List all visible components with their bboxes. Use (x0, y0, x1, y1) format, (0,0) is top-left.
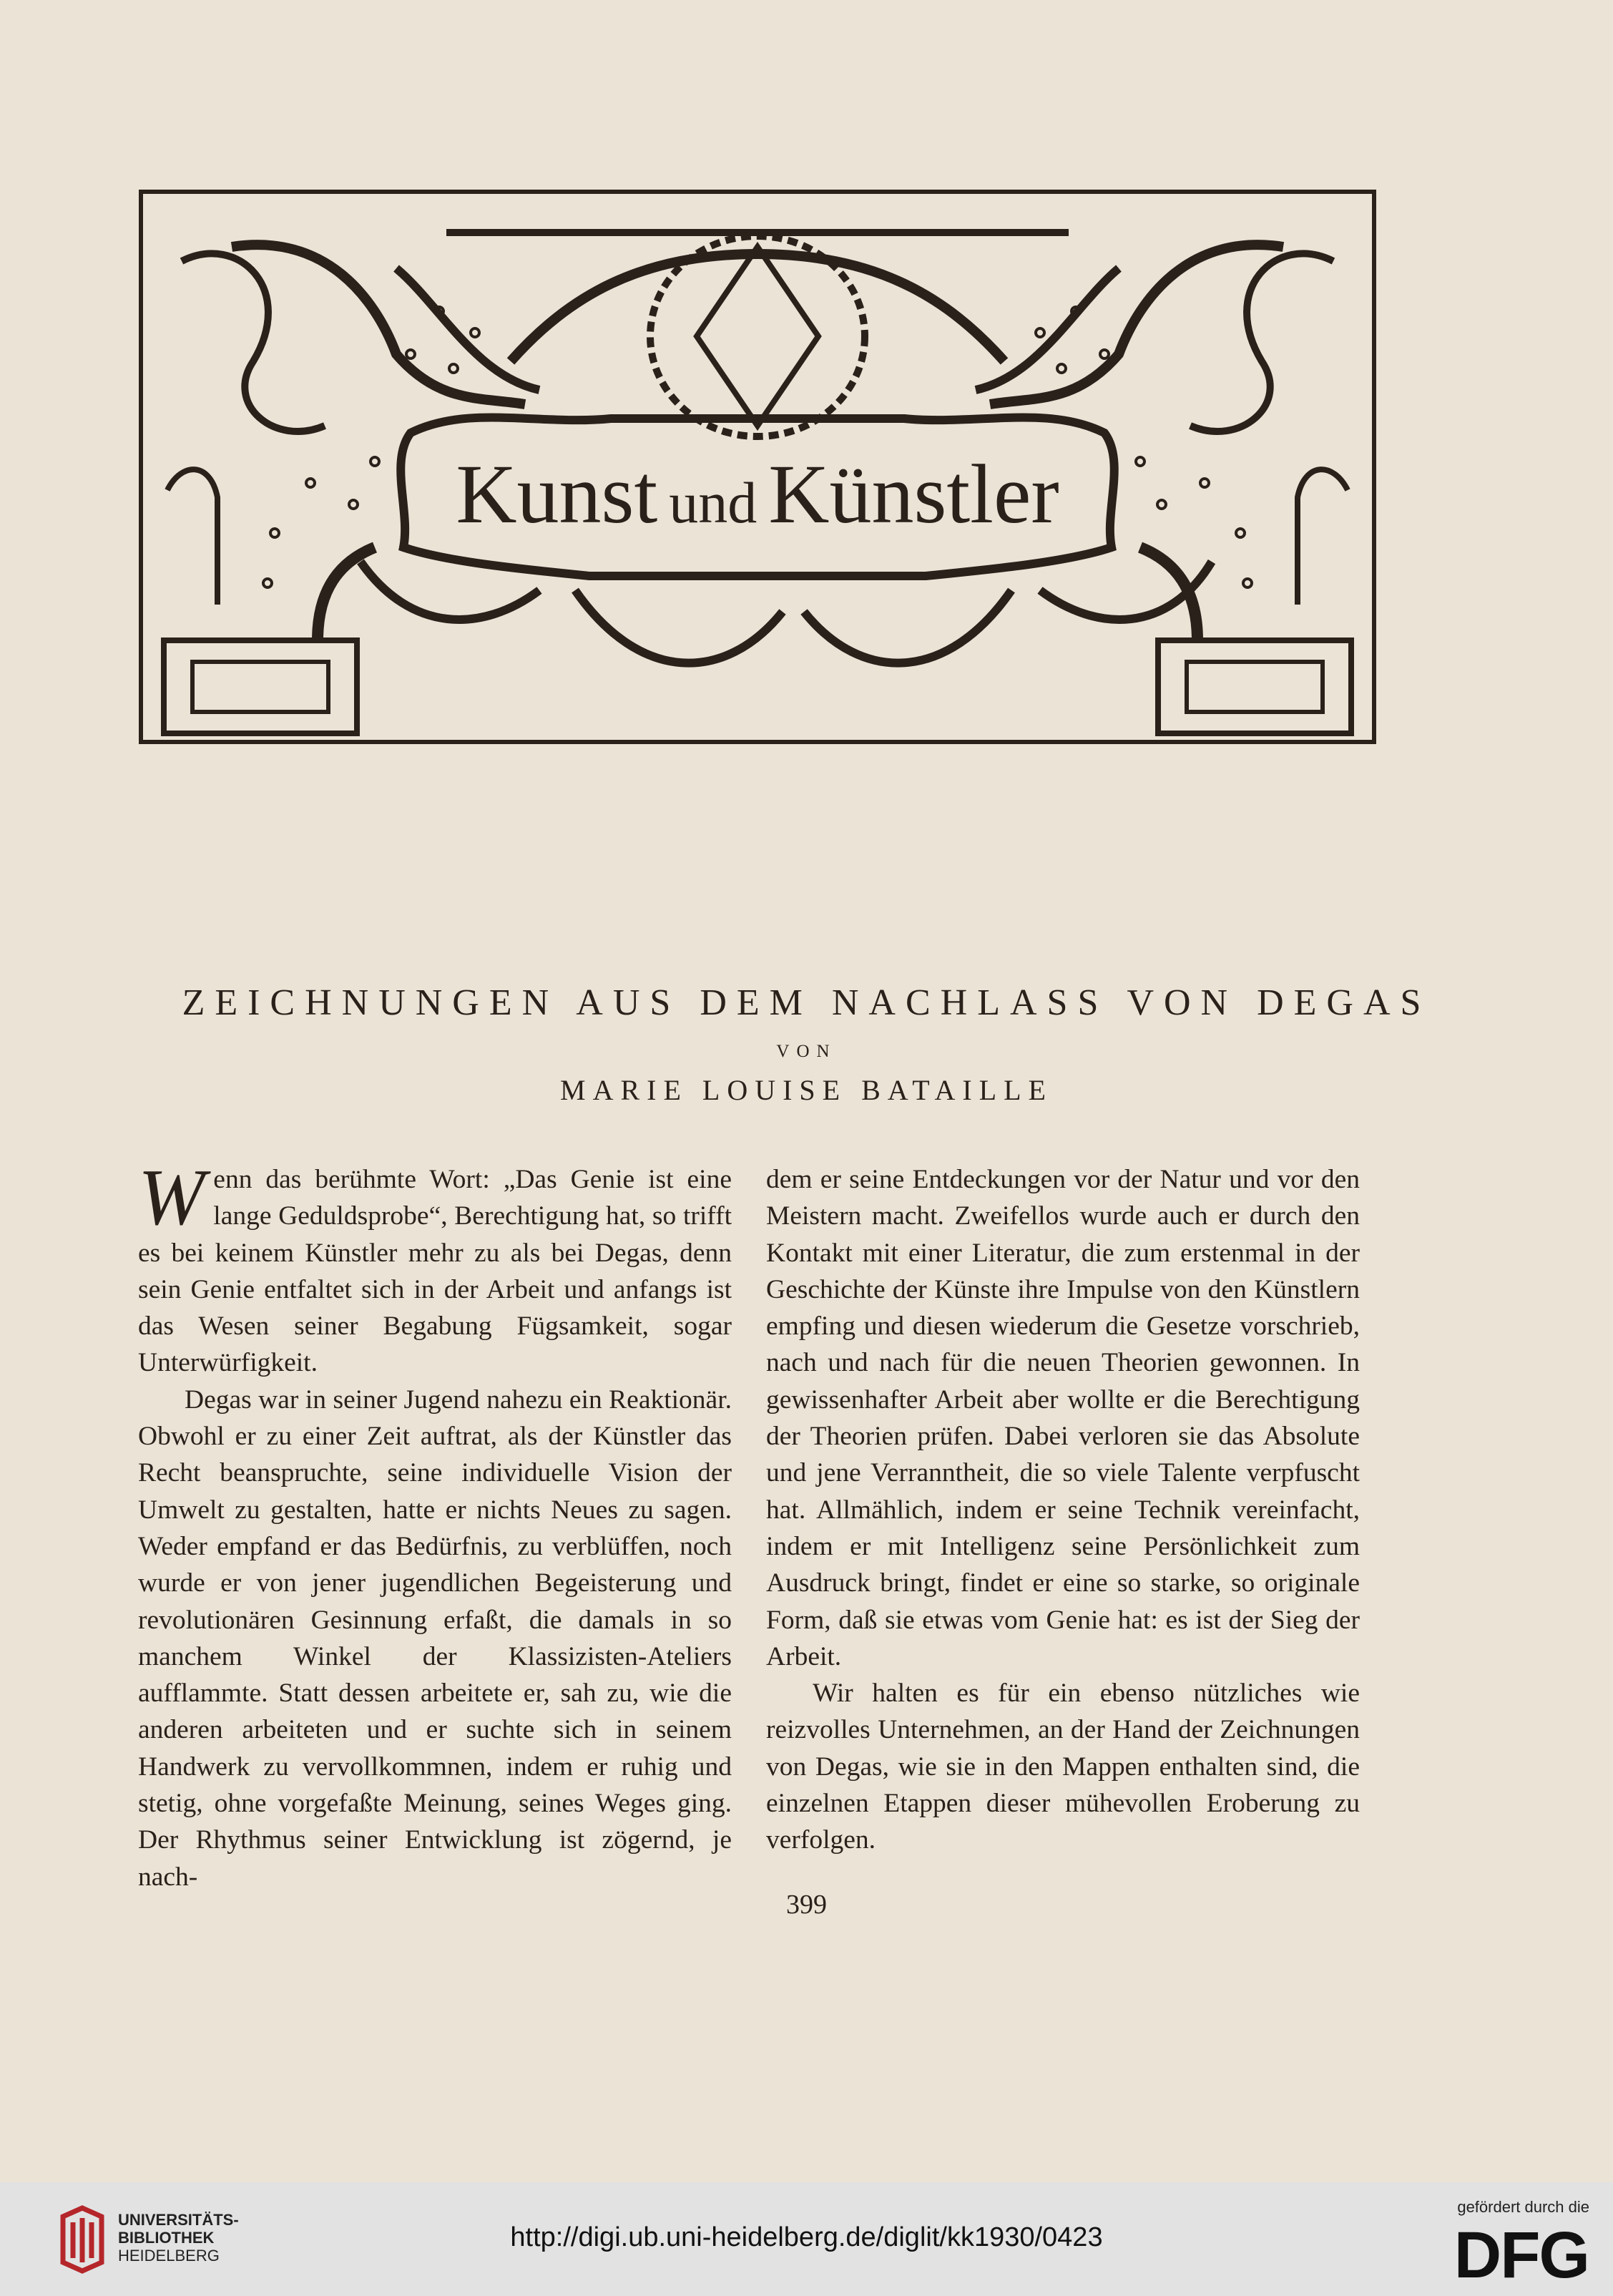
page-number: 399 (786, 1890, 827, 1920)
ornament-illustration (139, 190, 1376, 744)
article-author: MARIE LOUISE BATAILLE (560, 1074, 1053, 1106)
ornament-title-kunst: Kunst (456, 447, 658, 541)
library-name-line: UNIVERSITÄTS- (118, 2211, 239, 2229)
paragraph: Wir halten es für ein ebenso nützliches wie reizvolles Unternehmen, an der Hand der Zeichnungen von Degas, wie sie in den Mappen enthalten sind, die einzelnen Etappen dieser mühevollen Eroberung zu verfolgen. (766, 1679, 1360, 1855)
ornament-title-kuenstler: Künstler (768, 447, 1059, 541)
paragraph-text: enn das berühmte Wort: „Das Genie ist eine lange Geduldsprobe“, Berechtigung hat, so trifft es bei keinem Künstler mehr zu als bei Degas, denn sein Genie entfaltet sich in der Arbeit und anfangs ist das Wesen seiner Begabung Fügsamkeit, sogar Unterwürfigkeit. (138, 1165, 732, 1378)
funded-by-label: gefördert durch die (1457, 2198, 1589, 2216)
svg-text:Kunst und Küns (456, 447, 1059, 541)
text-column-right (766, 1161, 1360, 1859)
dfg-logo: DFG (1453, 2219, 1589, 2292)
paragraph: Degas war in seiner Jugend nahezu ein Reaktionär. Obwohl er zu einer Zeit auftrat, als der Künstler das Recht beanspruchte, seine individuelle Vision der Umwelt zu gestalten, hatte er nichts Neues zu sagen. Weder empfand er das Bedürfnis, zu verblüffen, noch wurde er von jener jugendlichen Begeisterung und revolutionären Gesinnung erfaßt, die damals in so manchem Winkel der Klassizisten-Ateliers aufflammte. Statt dessen arbeitete er, sah zu, wie die anderen arbeiteten und er suchte sich in seinem Handwerk zu vervollkommnen, indem er ruhig und stetig, ohne vorgefaßte Meinung, seines Weges ging. Der Rhythmus seiner Entwicklung ist zögernd, je nach- (138, 1384, 732, 1892)
article-title: ZEICHNUNGEN AUS DEM NACHLASS VON DEGAS (182, 982, 1431, 1023)
drop-cap: W (138, 1153, 205, 1242)
text-column-left (138, 1153, 732, 1895)
library-name-line: HEIDELBERG (118, 2247, 220, 2265)
header-ornament (139, 190, 1376, 744)
byline-von: VON (776, 1042, 837, 1061)
ornament-title-und: und (669, 470, 758, 535)
permalink-url[interactable]: http://digi.ub.uni-heidelberg.de/diglit/kk1930/0423 (510, 2222, 1103, 2252)
paragraph: dem er seine Entdeckungen vor der Natur und vor den Meistern macht. Zweifellos wurde auch er durch den Kontakt mit einer Literatur, die zum erstenmal in der Geschichte der Künste ihre Impulse von den Künstlern empfing und diesen wiederum die Gesetze vorschrieb, nach und nach für die neuen Theorien gewonnen. In gewissenhafter Arbeit aber wollte er die Berechtigung der Theorien prüfen. Dabei verloren sie das Absolute und jene Verranntheit, die so viele Talente verpfuscht hat. Allmählich, indem er seine Technik vereinfacht, indem er mit Intelligenz seine Persönlichkeit zum Ausdruck bringt, findet er eine so starke, so originale Form, daß sie etwas vom Genie hat: es ist der Sieg der Arbeit. (766, 1165, 1360, 1671)
paragraph (138, 1153, 732, 1382)
library-name-line: BIBLIOTHEK (118, 2229, 215, 2247)
digitization-footer (0, 2182, 1613, 2296)
